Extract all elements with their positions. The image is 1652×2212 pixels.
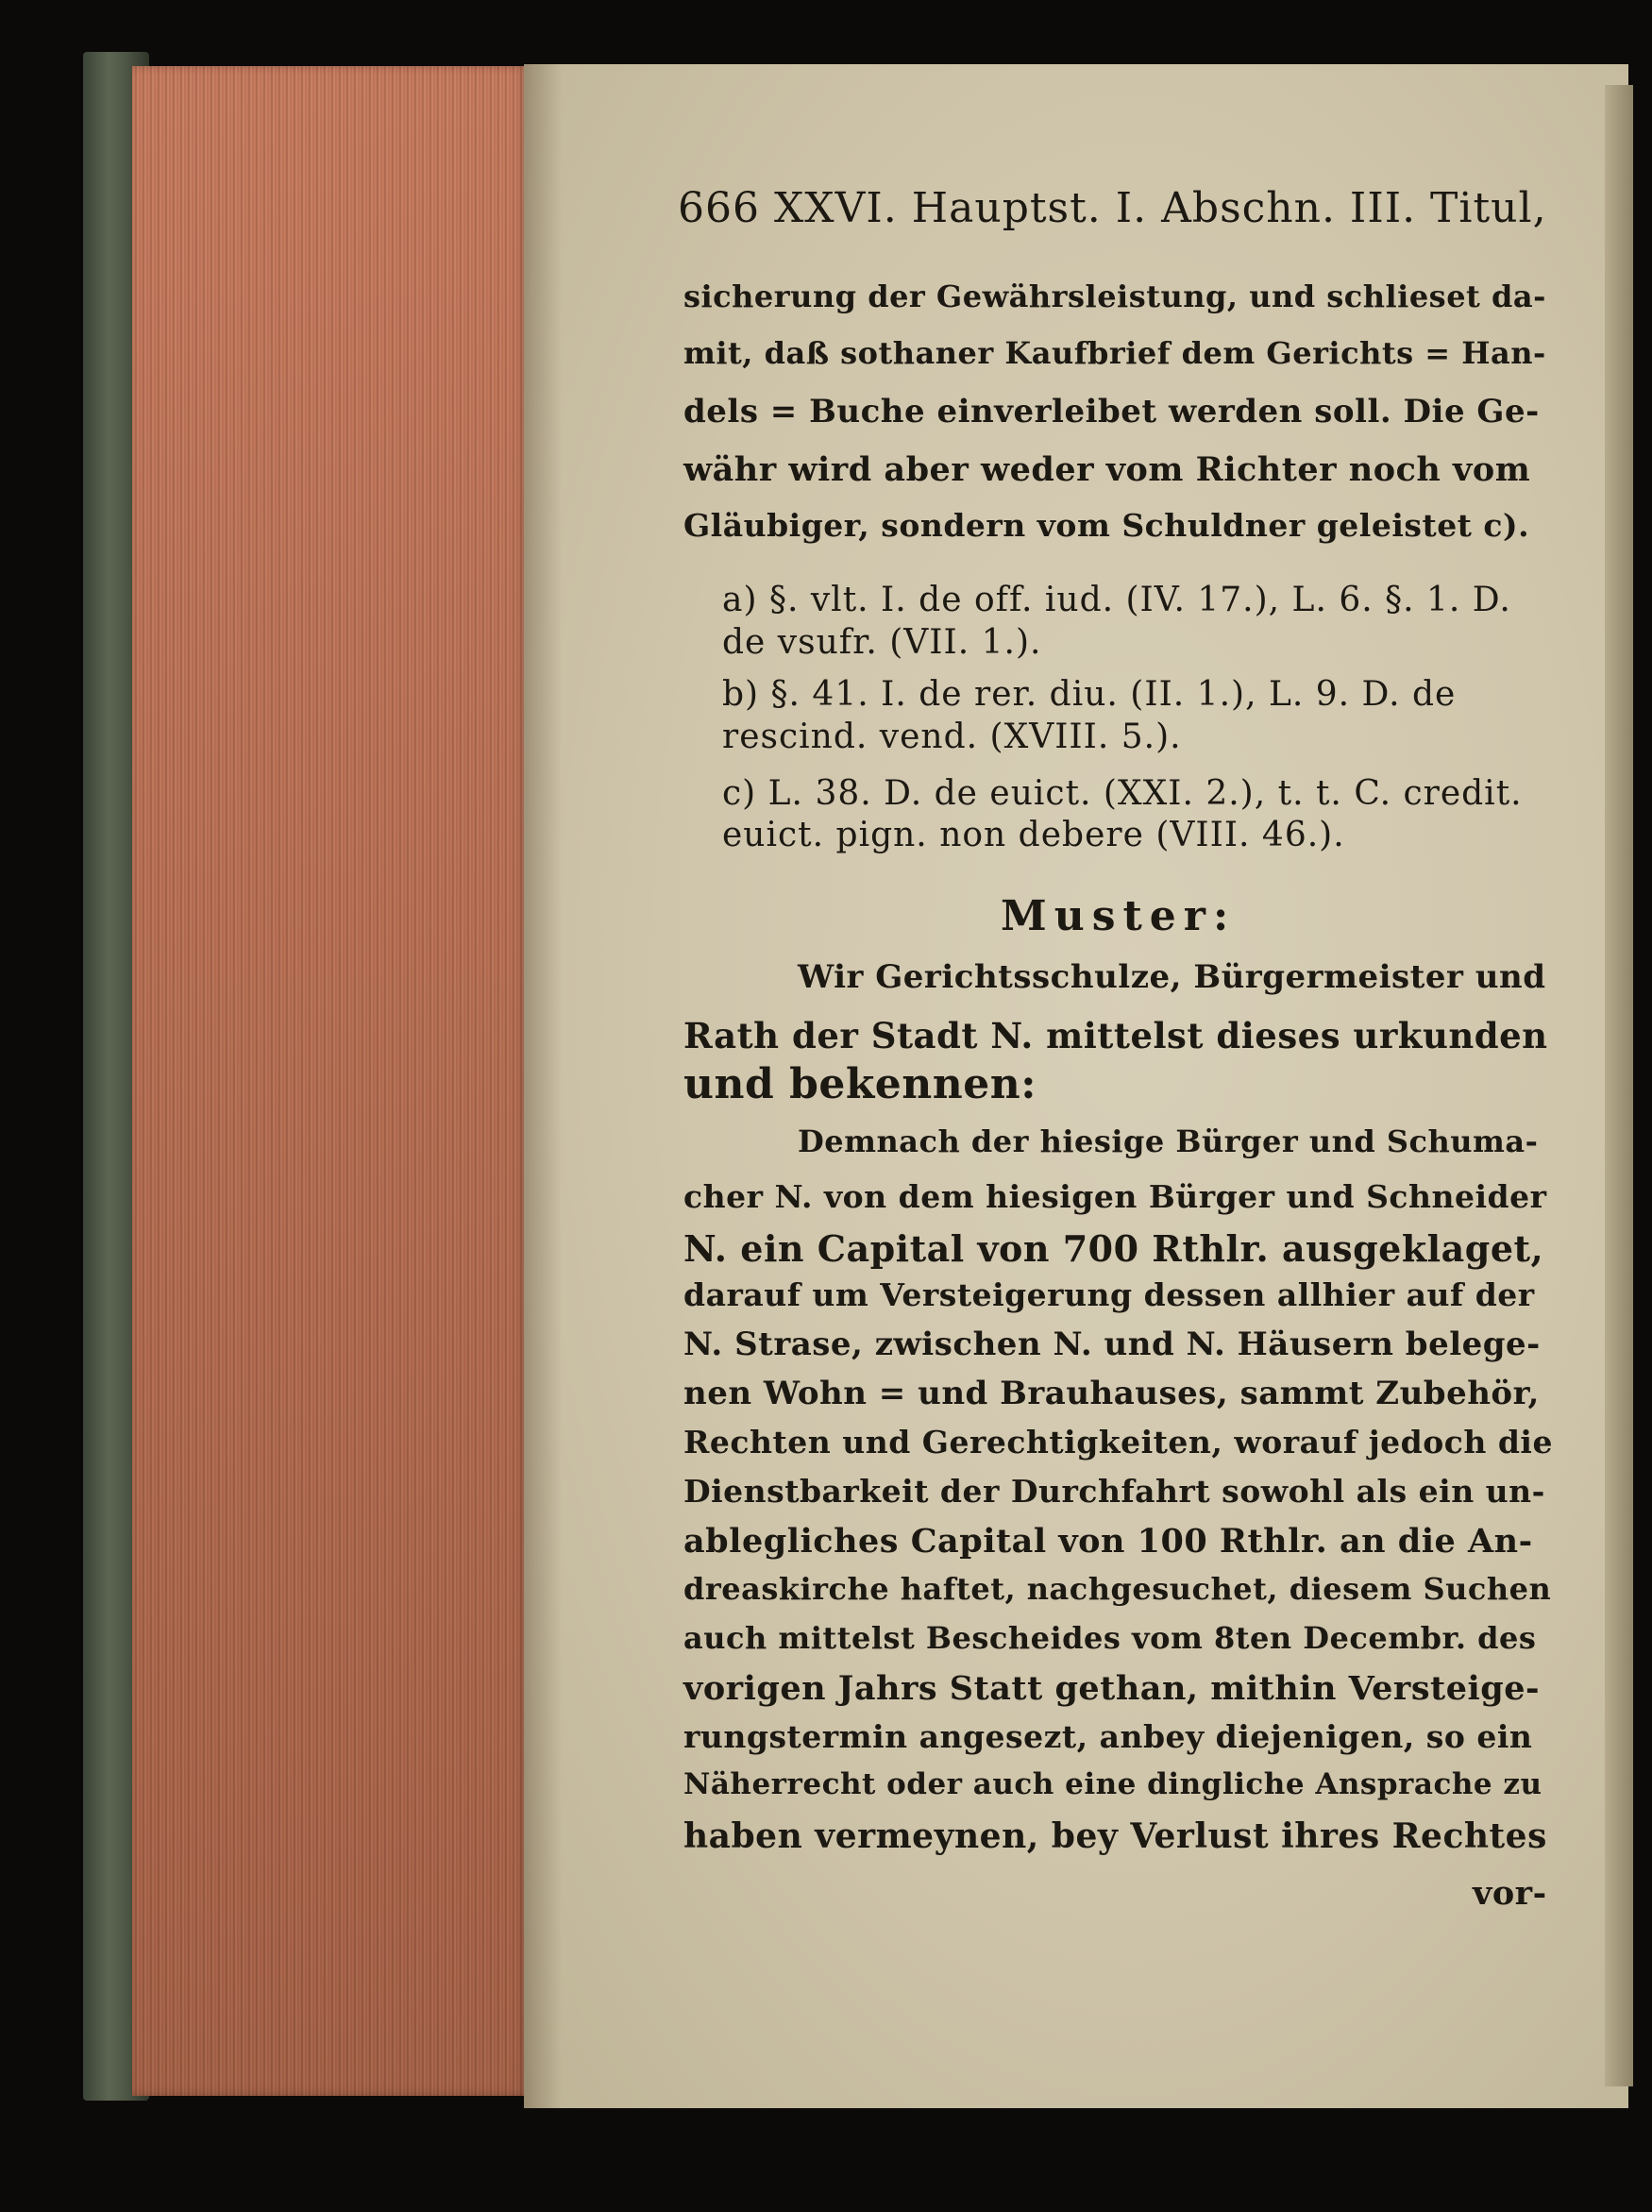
text-line: Rechten und Gerechtigkeiten, worauf jedoch die (683, 1424, 1553, 1461)
text-line: Demnach der hiesige Bürger und Schuma- (798, 1123, 1539, 1159)
text-line: dreaskirche haftet, nachgesuchet, diesem Suchen (683, 1571, 1552, 1607)
text-line: Dienstbarkeit der Durchfahrt sowohl als ein un- (683, 1473, 1545, 1510)
text-line: nen Wohn = und Brauhauses, sammt Zubehör, (683, 1375, 1540, 1412)
text-line: auch mittelst Bescheides vom 8ten Decembr. des (683, 1620, 1537, 1656)
text-line: N. Strase, zwischen N. und N. Häusern belege- (683, 1326, 1541, 1363)
footnote-c: c) L. 38. D. de euict. (XXI. 2.), t. t. C. credit. (722, 774, 1523, 813)
footnote-a: a) §. vlt. I. de off. iud. (IV. 17.), L. 6. §. 1. D. (722, 581, 1511, 619)
footnote-a-cont: de vsufr. (VII. 1.). (722, 623, 1042, 662)
text-line: sicherung der Gewährsleistung, und schlieset da- (683, 279, 1546, 314)
catchword: vor- (1473, 1874, 1547, 1913)
text-line: ablegliches Capital von 100 Rthlr. an die An- (683, 1522, 1533, 1561)
text-line: Rath der Stadt N. mittelst dieses urkunden (683, 1015, 1548, 1056)
facing-page-edge (1605, 85, 1633, 2086)
page-edges-shade (132, 66, 529, 2096)
text-line: und bekennen: (683, 1060, 1037, 1108)
text-line: rungstermin angesezt, anbey diejenigen, so ein (683, 1718, 1533, 1755)
text-line: Gläubiger, sondern vom Schuldner geleistet c). (683, 507, 1530, 544)
text-line: darauf um Versteigerung dessen allhier auf der (683, 1276, 1535, 1313)
text-line: mit, daß sothaner Kaufbrief dem Gerichts = Han- (683, 335, 1546, 371)
text-line: währ wird aber weder vom Richter noch vom (683, 450, 1531, 489)
text-line: Wir Gerichtsschulze, Bürgermeister und (798, 958, 1546, 996)
text-line: dels = Buche einverleibet werden soll. Die Ge- (683, 393, 1540, 431)
text-line: haben vermeynen, bey Verlust ihres Rechtes (683, 1816, 1547, 1856)
running-header: 666 XXVI. Hauptst. I. Abschn. III. Titul, (678, 184, 1547, 232)
page-gutter (524, 64, 562, 2108)
section-heading: Muster: (1001, 892, 1237, 940)
footnote-b: b) §. 41. I. de rer. diu. (II. 1.), L. 9. D. de (722, 675, 1457, 714)
text-line: Näherrecht oder auch eine dingliche Ansprache zu (683, 1767, 1542, 1801)
text-line: cher N. von dem hiesigen Bürger und Schneider (683, 1178, 1547, 1215)
footnote-c-cont: euict. pign. non debere (VIII. 46.). (722, 816, 1345, 854)
text-line: vorigen Jahrs Statt gethan, mithin Versteige- (683, 1669, 1541, 1708)
text-line: N. ein Capital von 700 Rthlr. ausgeklaget, (683, 1227, 1544, 1270)
footnote-b-cont: rescind. vend. (XVIII. 5.). (722, 718, 1182, 756)
